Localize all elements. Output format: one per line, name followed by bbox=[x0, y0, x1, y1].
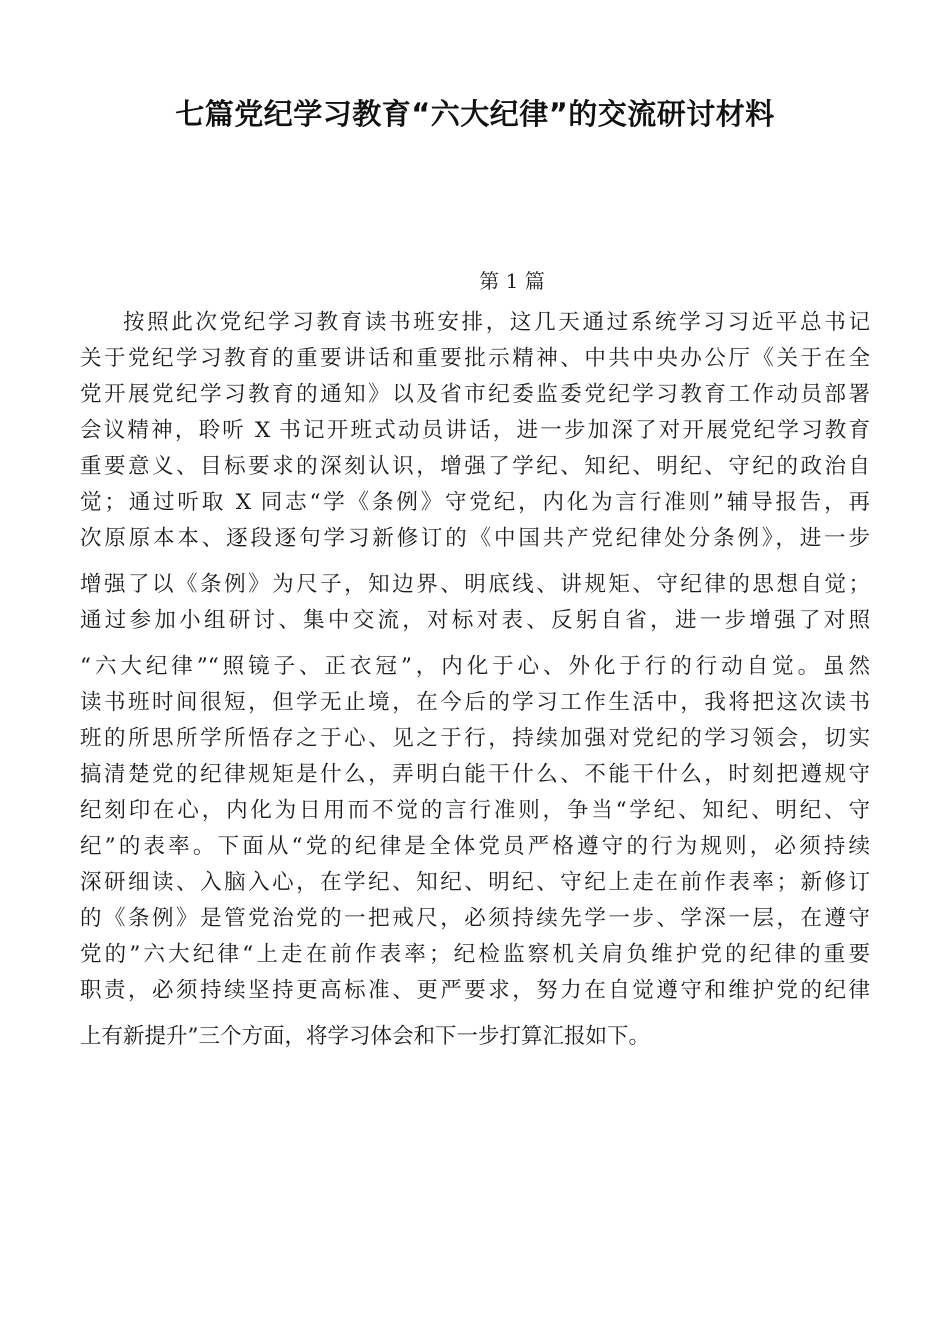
paragraph-line: 纪”的表率。下面从“党的纪律是全体党员严格遵守的行为规则，必须持续 bbox=[80, 834, 870, 859]
paragraph-line: 增强了以《条例》为尺子，知边界、明底线、讲规矩、守纪律的思想自觉； bbox=[80, 572, 870, 597]
paragraph-line: 深研细读、入脑入心，在学纪、知纪、明纪、守纪上走在前作表率；新修订 bbox=[80, 870, 870, 895]
paragraph-line: 读书班时间很短，但学无止境，在今后的学习工作生活中，我将把这次读书 bbox=[80, 690, 870, 715]
section-heading: 第 1 篇 bbox=[479, 269, 545, 293]
paragraph-line: 职责，必须持续坚持更高标准、更严要求，努力在自觉遵守和维护党的纪律 bbox=[80, 978, 870, 1003]
paragraph-line: 次原原本本、逐段逐句学习新修订的《中国共产党纪律处分条例》，进一步 bbox=[80, 526, 870, 551]
paragraph-line: “六大纪律”“照镜子、正衣冠”，内化于心、外化于行的行动自觉。虽然 bbox=[80, 654, 870, 679]
paragraph-line: 纪刻印在心，内化为日用而不觉的言行准则，争当“学纪、知纪、明纪、守 bbox=[80, 798, 870, 823]
paragraph-line: 通过参加小组研讨、集中交流，对标对表、反躬自省，进一步增强了对照 bbox=[80, 608, 870, 633]
paragraph-line: 党开展党纪学习教育的通知》以及省市纪委监委党纪学习教育工作动员部署 bbox=[80, 382, 870, 407]
document-title: 七篇党纪学习教育“六大纪律”的交流研讨材料 bbox=[175, 97, 775, 131]
paragraph-line: 党的”六大纪律“上走在前作表率；纪检监察机关肩负维护党的纪律的重要 bbox=[80, 942, 870, 967]
body-paragraph bbox=[80, 305, 870, 1055]
paragraph-line: 的《条例》是管党治党的一把戒尺，必须持续先学一步、学深一层，在遵守 bbox=[80, 906, 870, 931]
paragraph-line: 按照此次党纪学习教育读书班安排，这几天通过系统学习习近平总书记 bbox=[123, 310, 870, 335]
paragraph-line: 会议精神，聆听 X 书记开班式动员讲话，进一步加深了对开展党纪学习教育 bbox=[80, 418, 870, 443]
paragraph-line: 关于党纪学习教育的重要讲话和重要批示精神、中共中央办公厅《关于在全 bbox=[80, 346, 870, 371]
paragraph-line: 重要意义、目标要求的深刻认识，增强了学纪、知纪、明纪、守纪的政治自 bbox=[80, 454, 870, 479]
paragraph-line: 觉；通过听取 X 同志“学《条例》守党纪，内化为言行准则”辅导报告，再 bbox=[80, 490, 870, 515]
paragraph-line: 班的所思所学所悟存之于心、见之于行，持续加强对党纪的学习领会，切实 bbox=[80, 726, 870, 751]
paragraph-line: 上有新提升”三个方面，将学习体会和下一步打算汇报如下。 bbox=[80, 1024, 650, 1049]
paragraph-line: 搞清楚党的纪律规矩是什么，弄明白能干什么、不能干什么，时刻把遵规守 bbox=[80, 762, 870, 787]
